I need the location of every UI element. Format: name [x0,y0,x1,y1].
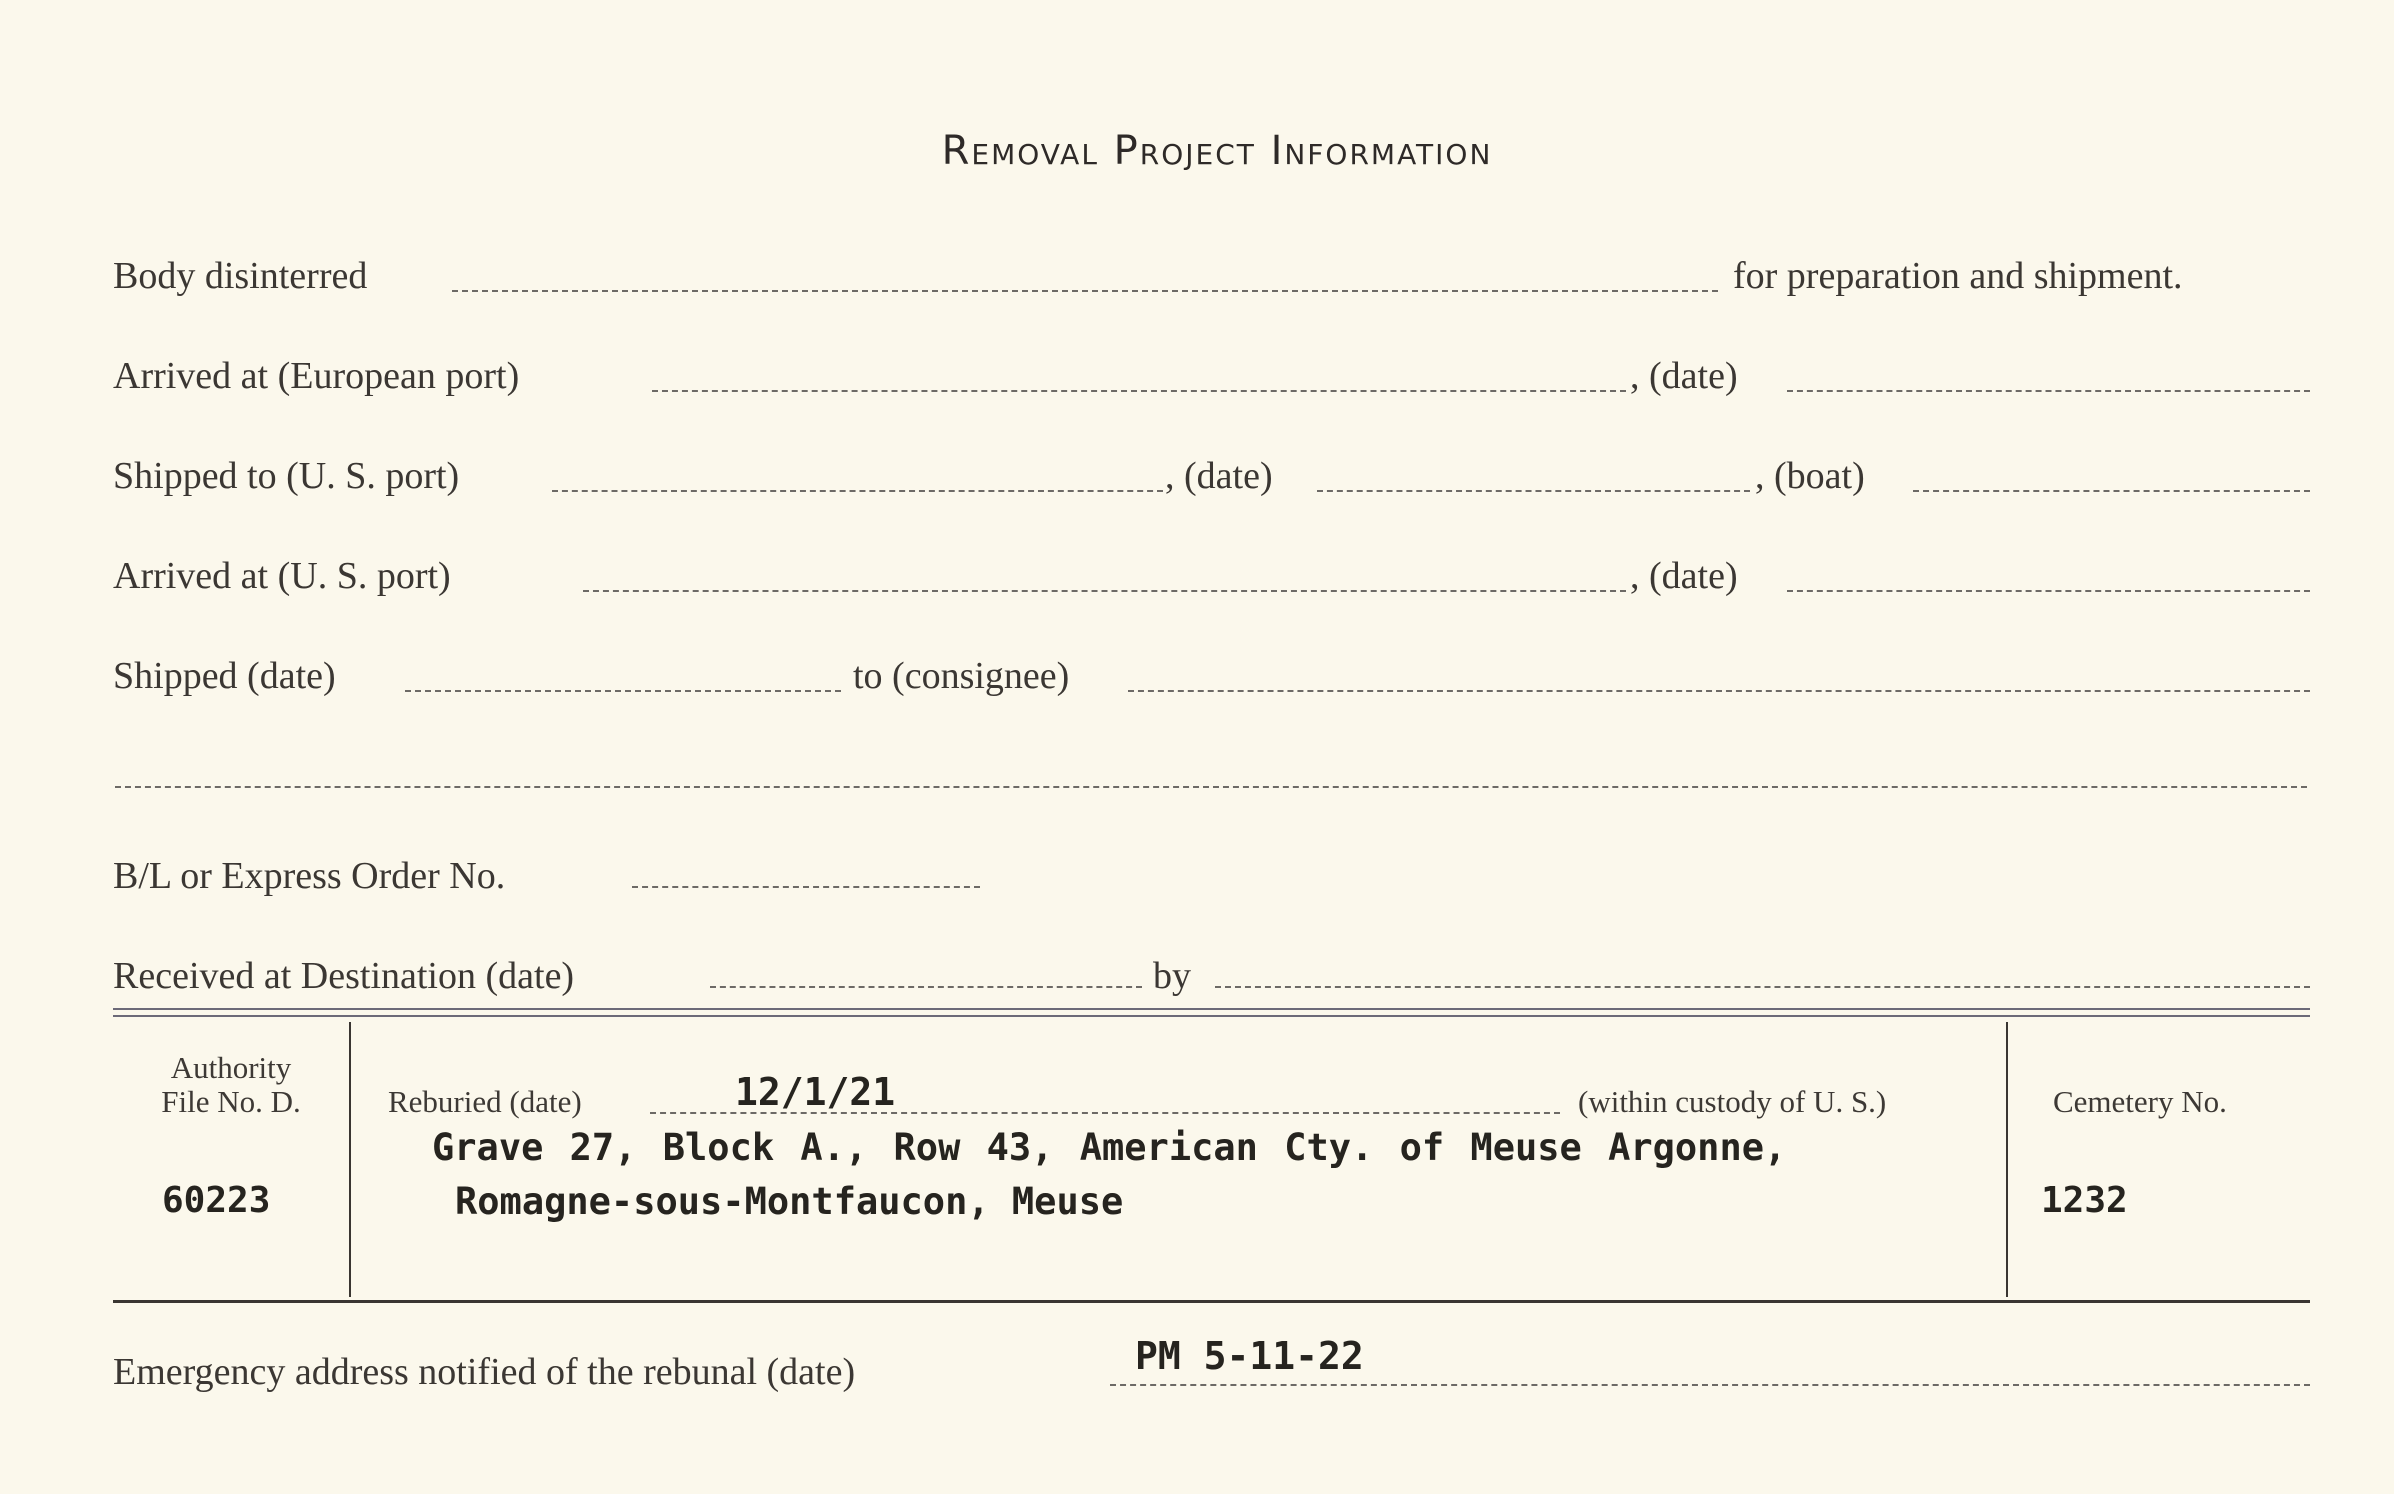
table-bottom-rule [113,1300,2310,1303]
bl-order-label: B/L or Express Order No. [113,855,506,897]
double-rule-bottom [113,1015,2310,1017]
received-by-label: by [1153,955,1191,997]
boat-label: , (boat) [1755,455,1865,497]
table-divider-right [2006,1022,2008,1297]
european-port-date-field-line [1787,390,2310,392]
european-port-date-label: , (date) [1630,355,1738,397]
arrived-us-port-label: Arrived at (U. S. port) [113,555,451,597]
authority-label-line-2: File No. D. [161,1084,301,1119]
arrived-us-port-field-line [583,590,1626,592]
emergency-address-label: Emergency address notified of the rebunal (date) [113,1351,856,1393]
emergency-date-field-line [1110,1384,2310,1386]
reburied-date-value: 12/1/21 [735,1070,896,1114]
bl-order-field-line [632,886,980,888]
boat-field-line [1913,490,2310,492]
body-disinterred-label: Body disinterred [113,255,368,297]
page-title: Removal Project Information [941,128,1493,174]
cemetery-number-label: Cemetery No. [2053,1084,2227,1119]
grave-location-line-1: Grave 27, Block A., Row 43, American Cty. of Meuse Argonne, [432,1126,1787,1169]
authority-file-number: 60223 [162,1180,271,1221]
consignee-field-line [1128,690,2310,692]
arrived-us-date-label: , (date) [1630,555,1738,597]
consignee-continuation-line [115,786,2307,788]
shipped-date-row-label: Shipped (date) [113,655,336,697]
us-port-field-line [552,490,1163,492]
arrived-us-date-field-line [1787,590,2310,592]
custody-note: (within custody of U. S.) [1578,1084,1887,1119]
cemetery-number-value: 1232 [2041,1180,2128,1221]
body-disinterred-field-line [452,290,1718,292]
shipped-date-field-line [1317,490,1750,492]
consignee-label: to (consignee) [853,655,1070,697]
shipped-date-label: , (date) [1165,455,1273,497]
for-preparation-label: for preparation and shipment. [1733,255,2183,297]
received-by-field-line [1215,986,2310,988]
authority-label [113,1051,349,1119]
received-date-field-line [710,986,1142,988]
authority-label-line-1: Authority [170,1050,292,1085]
shipped-to-us-port-label: Shipped to (U. S. port) [113,455,460,497]
table-divider-left [349,1022,351,1297]
reburied-date-label: Reburied (date) [388,1084,582,1119]
shipped-date-row-field-line [405,690,841,692]
european-port-field-line [652,390,1626,392]
grave-location-line-2: Romagne-sous-Montfaucon, Meuse [455,1180,1124,1223]
received-destination-label: Received at Destination (date) [113,955,575,997]
double-rule-top [113,1008,2310,1010]
emergency-date-value: PM 5-11-22 [1135,1334,1364,1378]
arrived-european-port-label: Arrived at (European port) [113,355,520,397]
